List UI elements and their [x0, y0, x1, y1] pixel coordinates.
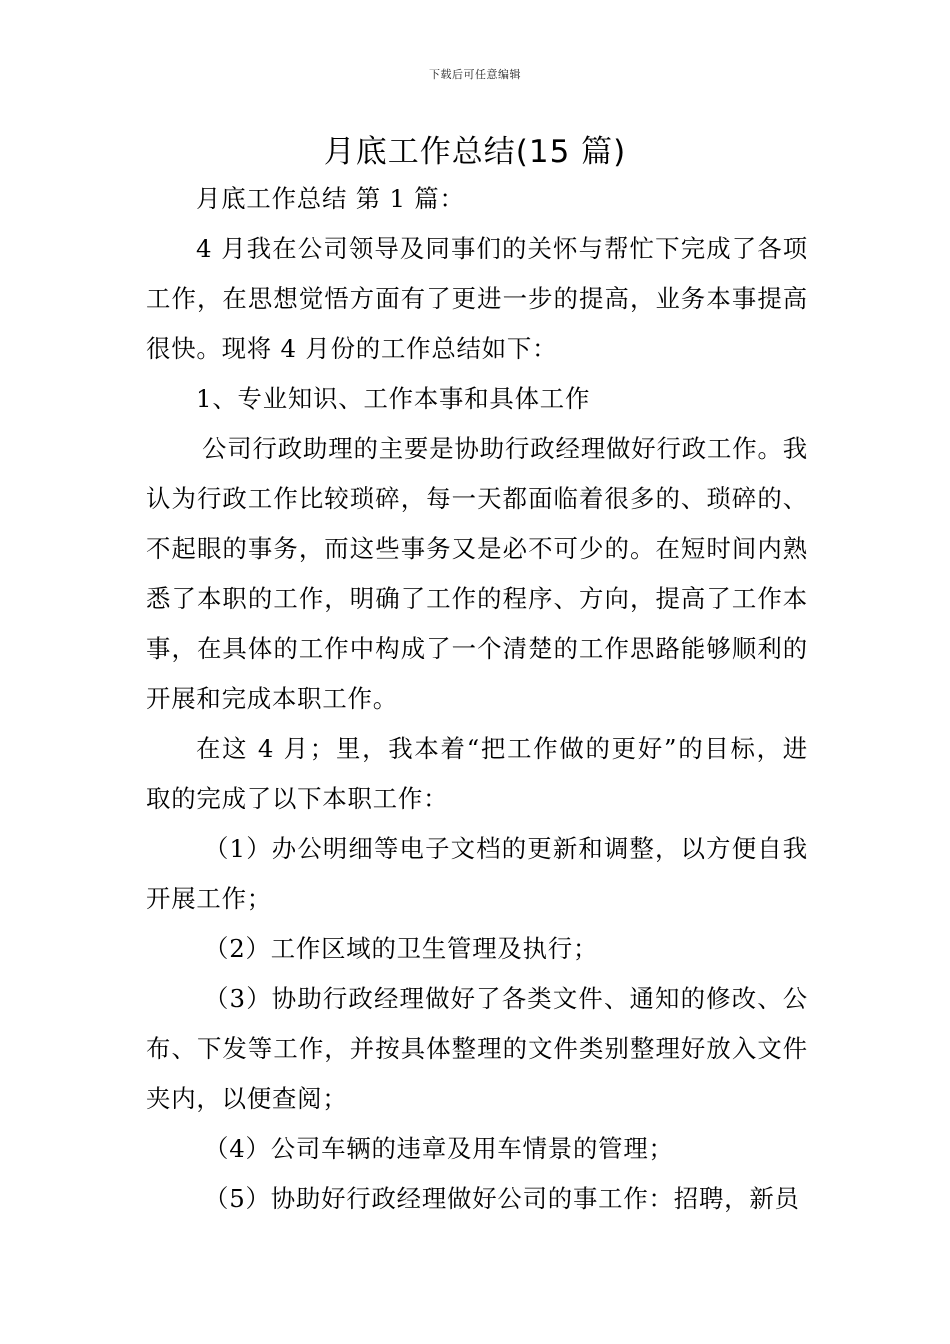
section-heading: 月底工作总结 第 1 篇：: [196, 184, 465, 213]
list-item-4: （4）公司车辆的违章及用车情景的管理；: [204, 1134, 674, 1163]
header-note: 下载后可任意编辑: [429, 68, 521, 81]
paragraph-body: 公司行政助理的主要是协助行政经理做好行政工作。我认为行政工作比较琐碎，每一天都面临着很多的、琐碎的、不起眼的事务，而这些事务又是必不可少的。在短时间内熟悉了本职的工作，明确了工作的程序、方向，提高了工作本事，在具体的工作中构成了一个清楚的工作思路能够顺利的开展和完成本职工作。: [146, 434, 808, 713]
list-item-1: （1）办公明细等电子文档的更新和调整，以方便自我开展工作；: [146, 834, 808, 913]
subsection-heading: 1、专业知识、工作本事和具体工作: [196, 384, 591, 413]
document-title: 月底工作总结(15 篇): [323, 134, 627, 170]
document-body: [146, 174, 808, 1224]
paragraph-goal: 在这 4 月；里，我本着“把工作做的更好”的目标，进取的完成了以下本职工作：: [146, 734, 808, 813]
list-item-5: （5）协助好行政经理做好公司的事工作：招聘，新员: [204, 1184, 800, 1213]
list-item-3: （3）协助行政经理做好了各类文件、通知的修改、公布、下发等工作，并按具体整理的文件类别整理好放入文件夹内，以便查阅；: [146, 984, 808, 1113]
list-item-2: （2）工作区域的卫生管理及执行；: [204, 934, 599, 963]
paragraph-intro: 4 月我在公司领导及同事们的关怀与帮忙下完成了各项工作，在思想觉悟方面有了更进一步的提高，业务本事提高很快。现将 4 月份的工作总结如下：: [146, 234, 808, 363]
